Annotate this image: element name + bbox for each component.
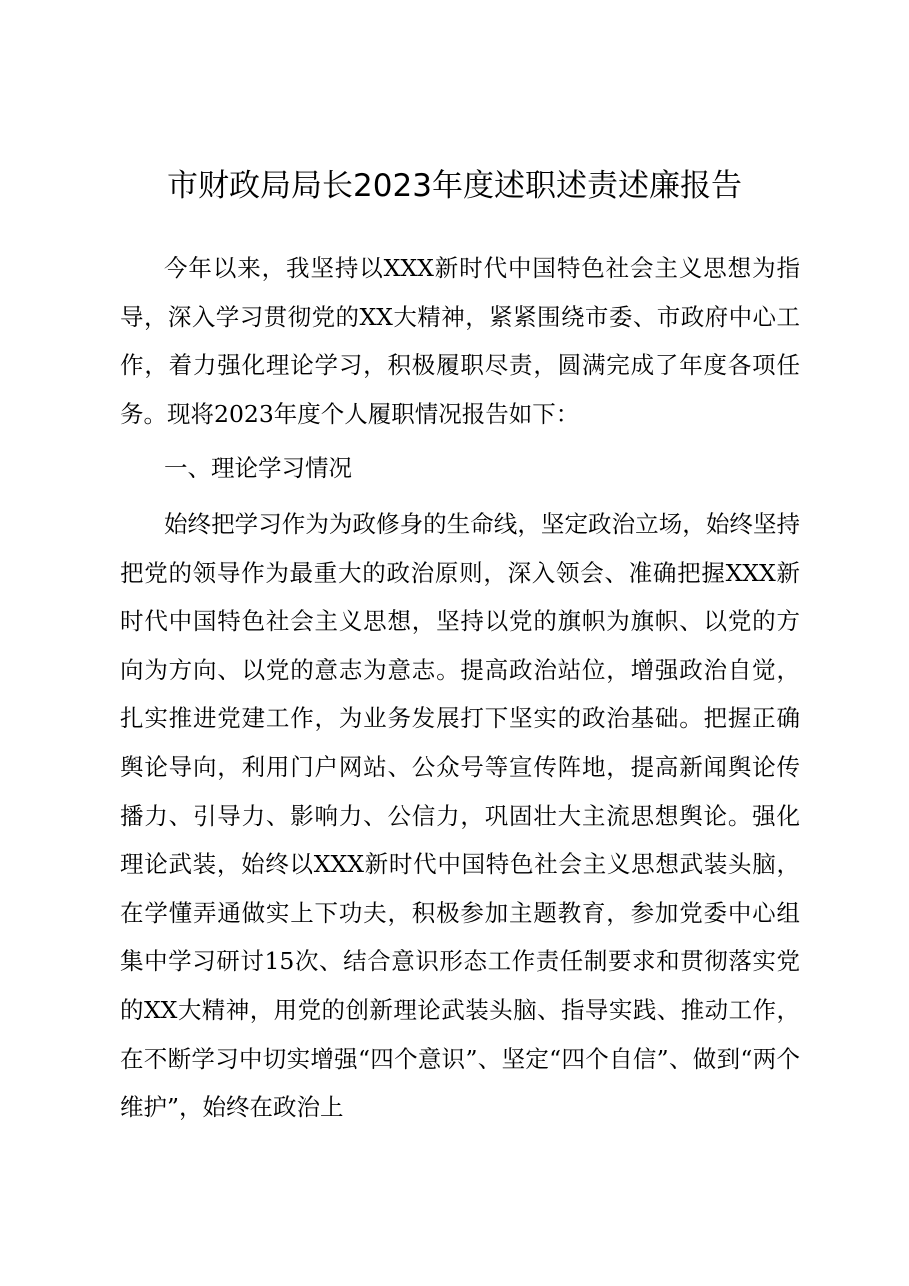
section-paragraph-theory-study: 始终把学习作为为政修身的生命线，坚定政治立场，始终坚持把党的领导作为最重大的政治原则，深入领会、准确把握XXX新时代中国特色社会主义思想，坚持以党的旗帜为旗帜、以党的方向为方向、以党的意志为意志。提高政治站位，增强政治自觉，扎实推进党建工作，为业务发展打下坚实的政治基础。把握正确舆论导向，利用门户网站、公众号等宣传阵地，提高新闻舆论传播力、引导力、影响力、公信力，巩固壮大主流思想舆论。强化理论武装，始终以XXX新时代中国特色社会主义思想武装头脑，在学懂弄通做实上下功夫，积极参加主题教育，参加党委中心组集中学习研讨15次、结合意识形态工作责任制要求和贯彻落实党的XX大精神，用党的创新理论武装头脑、指导实践、推动工作，在不断学习中切实增强“四个意识”、坚定“四个自信”、做到“两个维护”，始终在政治上 — [120, 510, 800, 1122]
intro-paragraph: 今年以来，我坚持以XXX新时代中国特色社会主义思想为指导，深入学习贯彻党的XX大精神，紧紧围绕市委、市政府中心工作，着力强化理论学习，积极履职尽责，圆满完成了年度各项任务。现将2023年度个人履职情况报告如下： — [120, 254, 800, 428]
document-title: 市财政局局长2023年度述职述责述廉报告 — [167, 168, 742, 204]
section-heading-theory-study: 一、理论学习情况 — [164, 454, 352, 482]
